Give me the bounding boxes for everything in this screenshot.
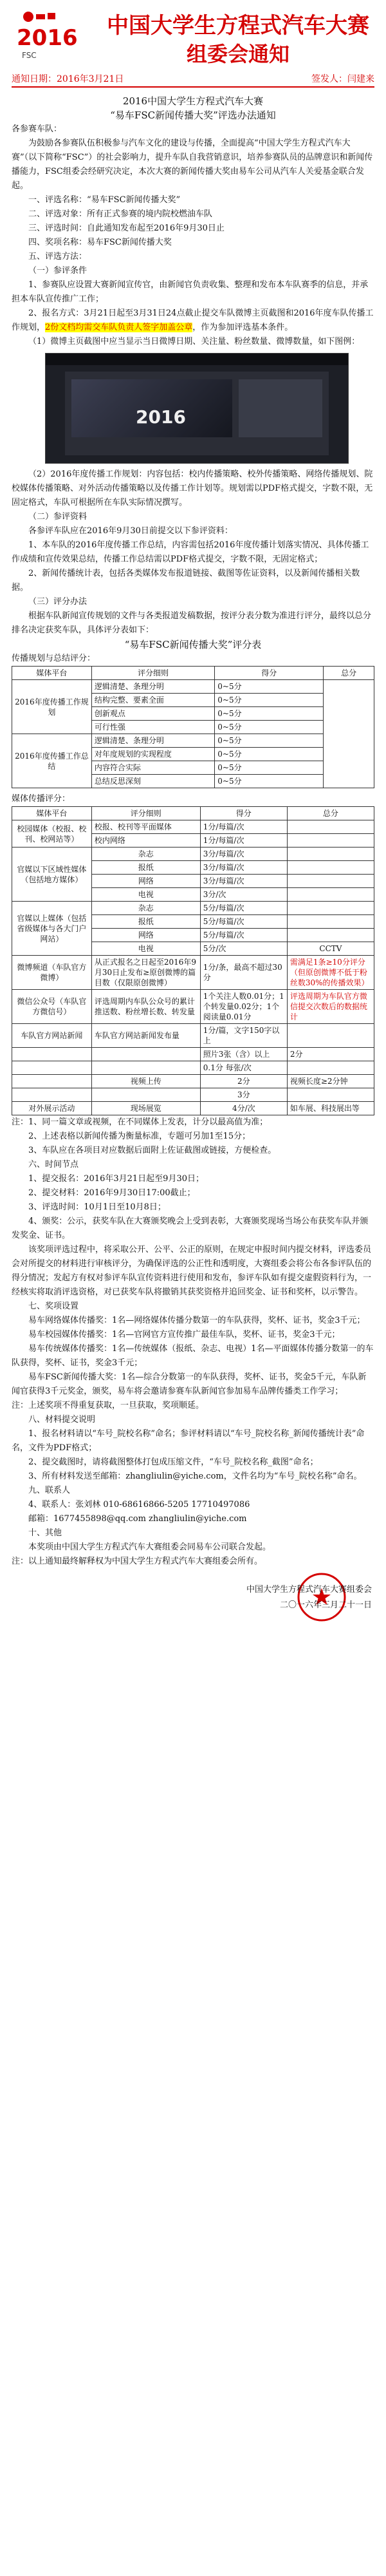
table1-score: 0~5分 bbox=[215, 734, 324, 748]
table2-score: 3分/每篇/次 bbox=[200, 875, 287, 888]
table1-rule: 创新观点 bbox=[91, 707, 214, 721]
table2-score: 3分/每篇/次 bbox=[200, 861, 287, 875]
table1-header-platform: 媒体平台 bbox=[12, 667, 92, 680]
section-3: 三、评选时间：自此通知发布起至2016年9月30日止 bbox=[28, 223, 225, 233]
section-5-2: （二）参评资料 bbox=[28, 512, 87, 522]
table2-rule: 从正式报名之日起至2016年9月30日止发布≥原创微博的篇目数（仅限原创微博） bbox=[91, 956, 200, 990]
section-9: 九、联系人 bbox=[28, 1486, 71, 1495]
notice-date: 通知日期：2016年3月21日 bbox=[12, 74, 124, 84]
table-row bbox=[12, 956, 374, 990]
award-4: 易车FSC新闻传播大奖：1名—综合分数第一的车队获得，奖杯、证书，奖金5千元，车队新闻官获得3千元奖金，颁奖，易车将会邀请参赛车队新闻官参加易车品牌传播类工作学习； bbox=[12, 1372, 367, 1396]
section-8: 八、材料提交说明 bbox=[28, 1415, 96, 1425]
section-10: 十、其他 bbox=[28, 1528, 62, 1538]
table2-caption: 媒体传播评分： bbox=[12, 794, 71, 804]
red-divider bbox=[12, 86, 374, 88]
paragraph-5-1-2 bbox=[12, 307, 374, 335]
table2-rule bbox=[91, 1048, 200, 1061]
table2-score: 1分/篇，文字150字以上 bbox=[200, 1024, 287, 1048]
table1-score: 0~5分 bbox=[215, 775, 324, 788]
table1-rule: 内容符合实际 bbox=[91, 761, 214, 775]
table1-rule: 逻辑清楚、条理分明 bbox=[91, 734, 214, 748]
table1-score: 0~5分 bbox=[215, 694, 324, 707]
table2-header-rule: 评分细则 bbox=[91, 807, 200, 820]
table2-rule: 报纸 bbox=[91, 861, 200, 875]
table2-platform: 对外展示活动 bbox=[12, 1102, 92, 1115]
table2-score: 1分/条，最高不超过30分 bbox=[200, 956, 287, 990]
table2-score: 0.1分 每张/次 bbox=[200, 1061, 287, 1075]
table1-caption: 传播规划与总结评分： bbox=[12, 654, 96, 663]
award-3: 易车传统媒体传播奖：1名—传统媒体（报纸、杂志、电视）1名—平面媒体传播分数第一的车队获得，奖杯、证书，奖金3千元； bbox=[12, 1344, 374, 1368]
table2-platform-weibo: 微博频道（车队官方微博） bbox=[12, 956, 92, 990]
section-7: 七、奖项设置 bbox=[28, 1302, 79, 1311]
table2-score: 5分/每篇/次 bbox=[200, 915, 287, 929]
section-2: 二、评选对象：所有正式参赛的境内院校燃油车队 bbox=[28, 209, 213, 219]
table2-header-platform: 媒体平台 bbox=[12, 807, 92, 820]
paragraph-5-1-1: 1、参赛队应设置大赛新闻宣传官，由新闻官负责收集、整理和发布本车队赛季的信息，并承担本车队宣传推广工作； bbox=[12, 280, 369, 304]
issue-date: 二〇一六年三月二十一日 bbox=[279, 1600, 372, 1610]
table2-note: CCTV bbox=[287, 942, 374, 956]
table2-note: 如车展、科技展出等 bbox=[287, 1102, 374, 1115]
table2-platform bbox=[12, 1088, 92, 1102]
section-1: 一、评选名称：“易车FSC新闻传播大奖” bbox=[28, 195, 181, 205]
submission-3: 3、所有材料发送至邮箱：zhangliulin@yiche.com，文件名均为“车号_院校名称”命名。 bbox=[28, 1472, 362, 1481]
table-row bbox=[12, 820, 374, 834]
table-row bbox=[12, 848, 374, 861]
table2-note bbox=[287, 1024, 374, 1048]
table-row bbox=[12, 1075, 374, 1088]
timeline-4: 4、颁奖：公示，获奖车队在大赛颁奖晚会上受到表彰，大赛颁奖现场当场公布获奖车队并颁发奖金、证书。 bbox=[12, 1217, 369, 1240]
table2-note: 视频长度≥2分钟 bbox=[287, 1075, 374, 1088]
table2-rule: 杂志 bbox=[91, 848, 200, 861]
paragraph-5-1-4: （2）2016年度传播工作规划：内容包括：校内传播策略、校外传播策略、网络传播规划、院校媒体传播策略、对外活动传播策略以及传播工作计划等。规划需以PDF格式提交，字数不限，无固定格式，车队可根据所在车队实际情况撰写。 bbox=[12, 469, 373, 507]
table2-score: 3分/次 bbox=[200, 888, 287, 902]
table2-note bbox=[287, 902, 374, 915]
note-1: 注：1、同一篇文章或视频，在不同媒体上发表，计分以最高值为准； bbox=[12, 1117, 268, 1127]
doc-title-1: 2016中国大学生方程式汽车大赛 bbox=[122, 95, 264, 107]
paragraph-5-1-3: （1）微博主页截图中应当显示当日微博日期、关注量、粉丝数量、微博数量，如下图例： bbox=[28, 337, 360, 346]
paragraph-5-2-0: 各参评车队应在2016年9月30日前提交以下参评资料： bbox=[28, 526, 233, 536]
header bbox=[0, 0, 386, 71]
table2-score: 5分/每篇/次 bbox=[200, 929, 287, 942]
section-5-1: （一）参评条件 bbox=[28, 266, 87, 276]
table-row bbox=[12, 902, 374, 915]
table2-rule: 网络 bbox=[91, 929, 200, 942]
table2-rule: 报纸 bbox=[91, 915, 200, 929]
screenshot-side bbox=[239, 379, 322, 437]
contact-email: 邮箱：1677455898@qq.com zhangliulin@yiche.com bbox=[28, 1514, 247, 1524]
table1-header-total: 总分 bbox=[324, 667, 374, 680]
table2-rule bbox=[91, 1061, 200, 1075]
table2-note bbox=[287, 820, 374, 834]
signature-area bbox=[12, 1569, 374, 1624]
table-row bbox=[12, 1102, 374, 1115]
table2-score: 3分/每篇/次 bbox=[200, 848, 287, 861]
table2-rule: 现场展览 bbox=[91, 1102, 200, 1115]
paragraph-5-1-2-b: ，作为参加评选基本条件。 bbox=[192, 323, 293, 332]
final-note: 注：以上通知最终解释权为中国大学生方程式汽车大赛组委会所有。 bbox=[12, 1557, 263, 1566]
section-5: 五、评选方法： bbox=[28, 252, 87, 261]
table2-score: 5分/次 bbox=[200, 942, 287, 956]
table1-rule: 对年度规划的实现程度 bbox=[91, 748, 214, 761]
paragraph-5-2-1: 1、本车队的2016年度传播工作总结，内容需包括2016年度传播计划落实情况、具体传播工作成绩和宣传效果总结，传播工作总结需以PDF格式提交，字数不限，无固定格式； bbox=[12, 540, 369, 564]
doc-title-2: “易车FSC新闻传播大奖”评选办法通知 bbox=[110, 109, 276, 121]
table1-header-rule: 评分细则 bbox=[91, 667, 214, 680]
logo-year: 2016 bbox=[17, 25, 78, 51]
note-2: 2、上述表格以新闻传播为衡量标准，专题可另加1至15分； bbox=[28, 1132, 251, 1141]
table2-rule: 杂志 bbox=[91, 902, 200, 915]
table-row bbox=[12, 734, 374, 748]
table2-header-row bbox=[12, 807, 374, 820]
table-row bbox=[12, 990, 374, 1024]
highlighted-requirement: 2份文档均需交车队负责人签字加盖公章 bbox=[45, 323, 193, 332]
table2-rule: 车队官方网站新闻发布量 bbox=[91, 1024, 200, 1048]
table2-platform-wechat: 微信公众号（车队官方微信号） bbox=[12, 990, 92, 1024]
table2-platform-website: 车队官方网站新闻 bbox=[12, 1024, 92, 1048]
screenshot-label: 2016 bbox=[136, 406, 186, 428]
table2-platform-national: 官媒以上媒体（包括省级媒体与各大门户网站） bbox=[12, 902, 92, 956]
table2-rule: 评选周期内车队公众号的累计推送数、粉丝增长数、转发量 bbox=[91, 990, 200, 1024]
table2-note bbox=[287, 834, 374, 848]
table1-score: 0~5分 bbox=[215, 721, 324, 734]
table2-note bbox=[287, 929, 374, 942]
document-body bbox=[12, 94, 374, 1624]
submission-1: 1、报名材料请以“车号_院校名称”命名；参评材料请以“车号_院校名称_新闻传播统计表”命名，文件为PDF格式； bbox=[12, 1429, 365, 1453]
award-note: 注：上述奖项不得重复获取，一旦获取，奖项顺延。 bbox=[12, 1401, 205, 1410]
table2-platform bbox=[12, 1061, 92, 1075]
greeting: 各参赛车队： bbox=[12, 124, 62, 134]
table1-score: 0~5分 bbox=[215, 680, 324, 694]
table2-score: 照片3张（含）以上 bbox=[200, 1048, 287, 1061]
section-5-3: （三）评分办法 bbox=[28, 597, 87, 607]
table2-platform-regional: 官媒以下区域性媒体（包括地方媒体） bbox=[12, 848, 92, 902]
other-paragraph: 本奖项由中国大学生方程式汽车大赛组委会同易车公司联合发起。 bbox=[28, 1542, 271, 1552]
table2-note bbox=[287, 915, 374, 929]
award-2: 易车校园媒体传播奖：1名—官网官方宣传推广最佳车队，奖杯、证书，奖金3千元； bbox=[28, 1330, 340, 1340]
table1-total-cell bbox=[324, 680, 374, 788]
table1-header-score: 得分 bbox=[215, 667, 324, 680]
evaluation-principles: 该奖项评选过程中，将采取公开、公平、公正的原则，在规定申报时间内提交材料，评选委员会对所提交的材料进行审核评分，为确保评选的公正性和透明度，大赛组委会将公布各参评队伍的得分情况；发起方有权对参评车队宣传资料进行使用和发布，参评车队如有提交虚假资料行为，一经核实将取消评选资格，对已获奖车队将撤销其获奖资格并追回奖金、证书和奖杯，以示警告。 bbox=[12, 1245, 372, 1297]
table2-note: 2分 bbox=[287, 1048, 374, 1061]
score-table-title: “易车FSC新闻传播大奖”评分表 bbox=[124, 639, 262, 650]
intro-paragraph: 为鼓励各参赛队伍积极参与汽车文化的建设与传播，全面提高“中国大学生方程式汽车大赛”（以下简称“FSC”）的社会影响力，提升车队自我营销意识，培养参赛队员的品牌意识和新闻传播能力，FSC组委会经研究决定，本次大赛的新闻传播大奖由易车公司从汽车人关爱基金联合发起。 bbox=[12, 138, 373, 191]
table1-score: 0~5分 bbox=[215, 707, 324, 721]
table2-score: 1分/每篇/次 bbox=[200, 834, 287, 848]
table2-note bbox=[287, 875, 374, 888]
section-6: 六、时间节点 bbox=[28, 1160, 79, 1170]
table1-score: 0~5分 bbox=[215, 761, 324, 775]
table1-rule: 逻辑清楚、条理分明 bbox=[91, 680, 214, 694]
issuer-signature: 中国大学生方程式汽车大赛组委会 bbox=[246, 1585, 372, 1595]
table2-note bbox=[287, 888, 374, 902]
paragraph-5-3-1: 根据车队新闻宣传规划的文件与各类报道发稿数据，按评分表分数为准进行评分，最终以总分排名决定获奖车队，具体评分表如下： bbox=[12, 611, 372, 635]
screenshot-top-bar bbox=[46, 354, 348, 365]
table2-rule: 校内网络 bbox=[91, 834, 200, 848]
table2-note: 需满足1条≥10分评分（但原创微博不低于粉丝数30%的传播效果） bbox=[287, 956, 374, 990]
table2-platform-campus: 校园媒体（校报、校刊、校网站等） bbox=[12, 820, 92, 848]
submission-2: 2、提交截图时，请将截图整体打包成压缩文件，“车号_院校名称_截图”命名； bbox=[28, 1457, 318, 1467]
table2-score: 1个关注人数0.01分；1个转发量0.02分；1个阅读量0.01分 bbox=[200, 990, 287, 1024]
table1-rule: 总结反思深刻 bbox=[91, 775, 214, 788]
official-seal bbox=[296, 1571, 347, 1623]
table-row bbox=[12, 1061, 374, 1075]
table2-header-total: 总分 bbox=[287, 807, 374, 820]
weibo-example-screenshot bbox=[45, 353, 349, 464]
table2-score: 5分/每篇/次 bbox=[200, 902, 287, 915]
notice-issuer: 签发人：闫建来 bbox=[311, 74, 374, 84]
table2-platform bbox=[12, 1075, 92, 1088]
table2-note bbox=[287, 1088, 374, 1102]
table2-score: 3分 bbox=[200, 1088, 287, 1102]
table2-header-score: 得分 bbox=[200, 807, 287, 820]
table1-header-row bbox=[12, 667, 374, 680]
paragraph-5-2-2: 2、新闻传播统计表，包括各类媒体发布报道链接、截图等佐证资料，以及新闻传播相关数据。 bbox=[12, 569, 360, 592]
timeline-1: 1、提交报名：2016年3月21日起至9月30日； bbox=[28, 1174, 204, 1184]
section-4: 四、奖项名称：易车FSC新闻传播大奖 bbox=[28, 238, 172, 247]
table2-rule: 视频上传 bbox=[91, 1075, 200, 1088]
table2-note bbox=[287, 1061, 374, 1075]
table2-note: 评选周期为车队官方微信提交次数后的数据统计 bbox=[287, 990, 374, 1024]
contact-phone: 4、联系人：张刘林 010-68616866-5205 17710497086 bbox=[28, 1500, 250, 1510]
note-3: 3、车队应在各项目对应数据后面附上佐证截图或链接，方便检查。 bbox=[28, 1146, 277, 1155]
table2-note bbox=[287, 848, 374, 861]
table1-group-summary: 2016年度传播工作总结 bbox=[12, 734, 92, 788]
table2-score: 2分 bbox=[200, 1075, 287, 1088]
table2-score: 4分/次 bbox=[200, 1102, 287, 1115]
table2-rule bbox=[91, 1088, 200, 1102]
table2-platform bbox=[12, 1048, 92, 1061]
award-1: 易车网络媒体传播奖：1名—网络媒体传播分数第一的车队获得，奖杯、证书，奖金3千元； bbox=[28, 1316, 365, 1325]
table-row bbox=[12, 1024, 374, 1048]
table2-rule: 网络 bbox=[91, 875, 200, 888]
table1-rule: 结构完整、要素全面 bbox=[91, 694, 214, 707]
planning-score-table bbox=[12, 666, 374, 788]
table2-rule: 电视 bbox=[91, 888, 200, 902]
fsc-2016-logo bbox=[12, 5, 89, 62]
table1-score: 0~5分 bbox=[215, 748, 324, 761]
table2-rule: 校报、校刊等平面媒体 bbox=[91, 820, 200, 834]
notice-heading bbox=[96, 12, 380, 68]
logo-label: FSC bbox=[22, 51, 37, 60]
table2-rule: 电视 bbox=[91, 942, 200, 956]
table2-score: 1分/每篇/次 bbox=[200, 820, 287, 834]
paragraph-5-1-2-a: 2、报名方式：3月21日起至3月31日24点截止提交车队微博主页截图和2016年度车队传播工作规划， bbox=[12, 308, 374, 332]
table-row bbox=[12, 1088, 374, 1102]
timeline-3: 3、评选时间：10月1日至10月8日； bbox=[28, 1202, 166, 1212]
table-row bbox=[12, 680, 374, 694]
table-row bbox=[12, 1048, 374, 1061]
table1-group-plan: 2016年度传播工作规划 bbox=[12, 680, 92, 734]
heading-line1: 中国大学生方程式汽车大赛 bbox=[107, 13, 369, 39]
media-score-table bbox=[12, 806, 374, 1115]
heading-line2: 组委会通知 bbox=[186, 42, 290, 66]
table1-rule: 可行性强 bbox=[91, 721, 214, 734]
table2-note bbox=[287, 861, 374, 875]
timeline-2: 2、提交材料：2016年9月30日17:00截止； bbox=[28, 1188, 196, 1198]
